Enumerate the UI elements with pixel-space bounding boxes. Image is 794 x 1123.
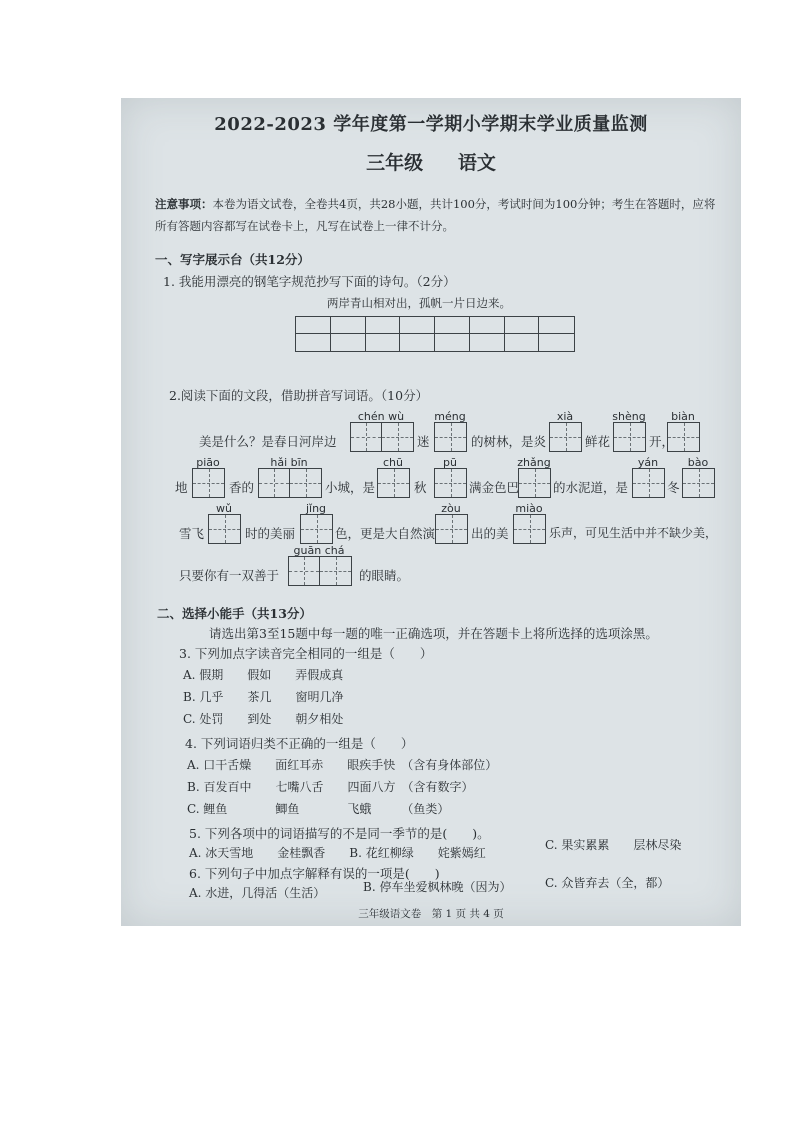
passage-text: 的水泥道，是 xyxy=(553,480,629,495)
poem-line: 两岸青山相对出，孤帆一片日边来。 xyxy=(327,296,511,310)
option-4b[interactable]: B. 百发百中 七嘴八舌 四面八方 （含有数字） xyxy=(187,780,474,794)
answer-box[interactable] xyxy=(377,468,410,498)
option-4c[interactable]: C. 鲤鱼 鲫鱼 飞蛾 （鱼类） xyxy=(187,802,450,816)
option-5ab[interactable]: A. 冰天雪地 金桂飘香 B. 花红柳绿 姹紫嫣红 xyxy=(189,846,486,860)
option-3a[interactable]: A. 假期 假如 弄假成真 xyxy=(183,668,344,682)
section-1-title: 一、写字展示台（共12分） xyxy=(155,252,310,267)
option-4a[interactable]: A. 口干舌燥 面红耳赤 眼疾手快 （含有身体部位） xyxy=(187,758,498,772)
pinyin-piao: piāo xyxy=(196,456,220,469)
passage-text: 雪飞 xyxy=(179,526,205,541)
pinyin-chu: chū xyxy=(383,456,403,469)
passage-text: 香的 xyxy=(229,480,255,495)
subject-label: 语文 xyxy=(457,152,496,174)
grade-label: 三年级 xyxy=(366,152,424,174)
passage-text: 开， xyxy=(649,434,675,449)
pinyin-miao: miào xyxy=(515,502,543,515)
pinyin-meng: méng xyxy=(434,410,466,423)
pinyin-guancha: guān chá xyxy=(293,544,345,557)
section-2-intro: 请选出第3至15题中每一题的唯一正确选项，并在答题卡上将所选择的选项涂黑。 xyxy=(209,626,658,641)
notice xyxy=(155,193,725,237)
answer-box[interactable] xyxy=(300,514,333,544)
passage-text: 地 xyxy=(175,480,188,495)
pinyin-zou: zòu xyxy=(441,502,461,515)
answer-box[interactable] xyxy=(288,556,352,586)
option-5c[interactable]: C. 果实累累 层林尽染 xyxy=(545,838,682,852)
answer-box[interactable] xyxy=(518,468,551,498)
answer-box[interactable] xyxy=(258,468,322,498)
passage-text: 满金色巴 xyxy=(469,480,520,495)
question-6: 6. 下列句子中加点字解释有误的一项是( ) xyxy=(189,866,440,881)
exam-subtitle xyxy=(121,148,741,175)
option-3c[interactable]: C. 处罚 到处 朝夕相处 xyxy=(183,712,344,726)
pinyin-haibin: hǎi bīn xyxy=(270,456,308,469)
option-6b[interactable]: B. 停车坐爱枫林晚（因为） xyxy=(363,880,512,894)
answer-box[interactable] xyxy=(435,514,468,544)
passage-text: 冬 xyxy=(667,480,680,495)
pinyin-zhang: zhǎng xyxy=(517,456,551,469)
passage-text: 只要你有一双善于 xyxy=(179,568,280,583)
question-5: 5. 下列各项中的词语描写的不是同一季节的是( )。 xyxy=(189,826,490,841)
passage-text: 美是什么？是春日河岸边 xyxy=(199,434,337,449)
page-footer: 三年级语文卷 第 1 页 共 4 页 xyxy=(358,908,504,920)
passage-text: 的眼睛。 xyxy=(359,568,410,583)
exam-paper xyxy=(121,98,741,926)
pinyin-xia: xià xyxy=(556,410,574,423)
question-3: 3. 下列加点字读音完全相同的一组是（ ） xyxy=(179,646,433,661)
question-2: 2.阅读下面的文段，借助拼音写词语。（10分） xyxy=(169,388,429,403)
pinyin-yan: yán xyxy=(637,456,659,469)
pinyin-sheng: shèng xyxy=(612,410,646,423)
copy-writing-grid[interactable] xyxy=(295,316,575,352)
exam-title: 2022-2023 学年度第一学期小学期末学业质量监测 xyxy=(214,114,648,135)
answer-box[interactable] xyxy=(549,422,582,452)
option-3b[interactable]: B. 几乎 茶几 窗明几净 xyxy=(183,690,344,704)
pinyin-chenwu: chén wù xyxy=(357,410,405,423)
answer-box[interactable] xyxy=(667,422,700,452)
passage-text: 时的美丽 xyxy=(245,526,296,541)
pinyin-wu: wǔ xyxy=(216,502,232,515)
answer-box[interactable] xyxy=(632,468,665,498)
section-2-title: 二、选择小能手（共13分） xyxy=(157,606,312,621)
pinyin-pu: pū xyxy=(443,456,457,469)
answer-box[interactable] xyxy=(208,514,241,544)
question-1: 1. 我能用漂亮的钢笔字规范抄写下面的诗句。（2分） xyxy=(163,274,456,289)
notice-text: 本卷为语文试卷，全卷共4页，共28小题，共计100分，考试时间为100分钟；考生在答题时，应将所有答题内容都写在试卷卡上，凡写在试卷上一律不计分。 xyxy=(155,197,716,233)
answer-box[interactable] xyxy=(192,468,225,498)
option-6a[interactable]: A. 水进，几得活（生活） xyxy=(189,886,326,900)
passage-text: 的树林，是炎 xyxy=(471,434,547,449)
notice-label: 注意事项： xyxy=(155,197,213,211)
answer-box[interactable] xyxy=(513,514,546,544)
option-6c[interactable]: C. 众皆弃去（全，都） xyxy=(545,876,670,890)
passage-text: 迷 xyxy=(417,434,430,449)
answer-box[interactable] xyxy=(613,422,646,452)
passage-text: 秋 xyxy=(414,480,427,495)
pinyin-jing: jǐng xyxy=(305,502,327,515)
answer-box[interactable] xyxy=(434,468,467,498)
answer-box[interactable] xyxy=(434,422,467,452)
passage-text: 小城，是 xyxy=(325,480,376,495)
passage-text: 出的美 xyxy=(471,526,509,541)
passage-text: 鲜花 xyxy=(585,434,611,449)
pinyin-bao: bào xyxy=(687,456,709,469)
question-4: 4. 下列词语归类不正确的一组是（ ） xyxy=(185,736,414,751)
passage-text: 色，更是大自然演 xyxy=(335,526,436,541)
pinyin-bian: biàn xyxy=(671,410,695,423)
passage-text: 乐声，可见生活中并不缺少美， xyxy=(549,526,718,540)
answer-box[interactable] xyxy=(350,422,414,452)
answer-box[interactable] xyxy=(682,468,715,498)
